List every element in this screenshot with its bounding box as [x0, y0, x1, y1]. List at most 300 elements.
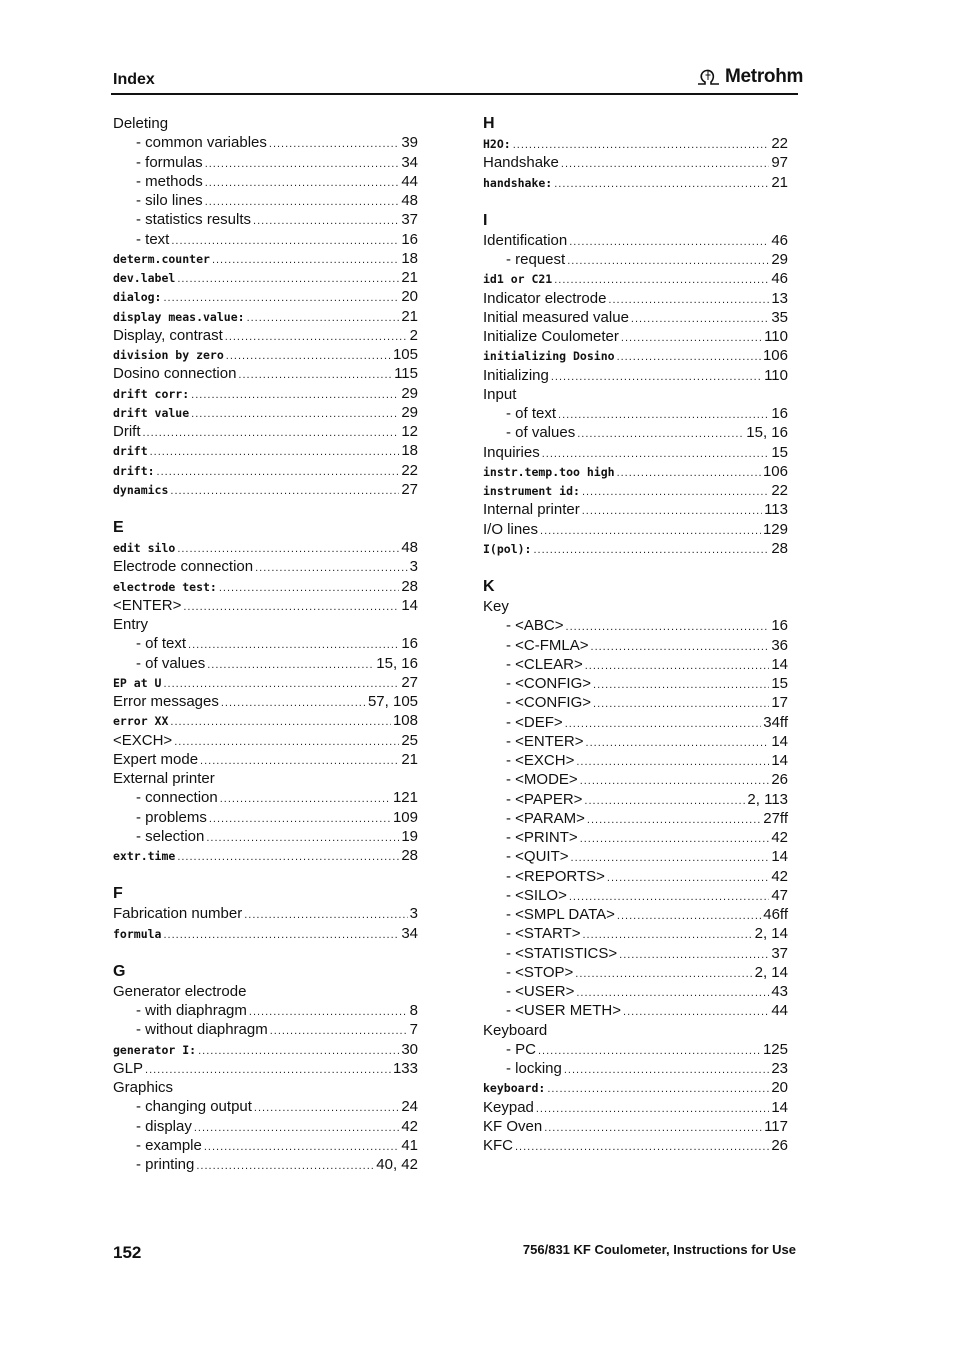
entry-page: 44: [401, 172, 418, 190]
entry-term: instrument id:: [483, 484, 580, 498]
entry-page: 108: [392, 712, 418, 730]
entry-term: GLP: [113, 1059, 144, 1077]
entry-term: Handshake: [483, 154, 559, 172]
dot-leader: [204, 1138, 399, 1157]
index-entry: [483, 1021, 788, 1040]
index-entry: [113, 1078, 418, 1097]
dot-leader: [150, 443, 400, 462]
entry-page: 110: [764, 366, 788, 384]
entry-term: Expert mode: [113, 750, 199, 768]
index-entry: [483, 1098, 788, 1117]
index-entry: [483, 481, 788, 500]
entry-term: I/O lines: [483, 520, 539, 538]
entry-page: 117: [764, 1117, 788, 1135]
index-entry: [113, 673, 418, 692]
entry-page: 25: [401, 731, 418, 749]
entry-page: 47: [771, 886, 788, 904]
dot-leader: [205, 174, 400, 193]
entry-term: drift: [113, 444, 148, 459]
index-entry: [113, 172, 418, 191]
header-rule: [111, 93, 798, 95]
entry-term: - example: [136, 1136, 202, 1154]
entry-page: 16: [401, 230, 418, 248]
entry-term: edit silo: [113, 541, 176, 555]
entry-term: dialog:: [113, 290, 162, 305]
dot-leader: [591, 638, 770, 657]
dot-leader: [566, 618, 770, 637]
entry-term: - <CONFIG>: [506, 694, 592, 712]
dot-leader: [536, 1100, 769, 1119]
entry-term: - <C-FMLA>: [506, 636, 589, 654]
entry-term: KF Oven: [483, 1117, 543, 1135]
entry-page: 26: [771, 1137, 788, 1154]
entry-page: 21: [771, 173, 788, 191]
entry-term: - <PRINT>: [506, 829, 578, 846]
entry-term: Identification: [483, 231, 568, 249]
index-entry: [113, 808, 418, 827]
index-entry: [113, 1059, 418, 1078]
index-entry: [483, 404, 788, 423]
entry-term: - printing: [136, 1156, 195, 1173]
entry-term: EP at U: [113, 675, 162, 690]
entry-term: - <ENTER>: [506, 732, 584, 750]
page-number: 152: [113, 1243, 142, 1262]
entry-term: - <PAPER>: [506, 790, 583, 808]
entry-term: - methods: [136, 172, 203, 190]
entry-term: Indicator electrode: [483, 289, 607, 307]
index-entry: [113, 287, 418, 306]
entry-term: generator I:: [113, 1042, 197, 1057]
entry-page: 2, 14: [754, 963, 788, 981]
index-entry: [483, 1059, 788, 1078]
index-entry: [113, 326, 418, 345]
index-entry: [483, 924, 788, 943]
entry-term: dev.label: [113, 271, 176, 285]
dot-leader: [238, 366, 392, 385]
entry-term: handshake:: [483, 175, 553, 190]
entry-term: - <CONFIG>: [506, 675, 592, 692]
index-entry: [483, 153, 788, 172]
index-entry: [483, 616, 788, 635]
entry-term: - <SILO>: [506, 886, 567, 904]
entry-term: id1 or C21: [483, 272, 553, 287]
entry-page: 42: [771, 829, 788, 846]
entry-term: display meas.value:: [113, 309, 245, 324]
entry-term: Generator electrode: [113, 982, 247, 1000]
index-section: [483, 577, 788, 1155]
dot-leader: [171, 232, 399, 251]
index-entry: [113, 480, 418, 499]
dot-leader: [567, 252, 769, 271]
index-entry: [113, 307, 418, 326]
entry-page: 21: [401, 750, 418, 768]
entry-term: drift value: [113, 405, 190, 420]
entry-page: 129: [762, 520, 788, 538]
entry-term: Initial measured value: [483, 308, 629, 326]
index-entry: [483, 134, 788, 153]
dot-leader: [585, 657, 770, 676]
index-entry: [483, 1040, 788, 1059]
entry-term: Entry: [113, 616, 149, 633]
entry-term: - changing output: [136, 1098, 252, 1116]
index-column-right: [483, 114, 788, 1155]
dot-leader: [593, 695, 769, 714]
entry-term: Initialize Coulometer: [483, 328, 619, 345]
index-entry: [113, 654, 418, 673]
index-entry: [113, 577, 418, 596]
dot-leader: [607, 869, 769, 888]
entry-term: Graphics: [113, 1079, 174, 1096]
index-entry: [483, 732, 788, 751]
entry-page: 15, 16: [746, 424, 788, 442]
dot-leader: [254, 1099, 399, 1118]
index-entry: [113, 210, 418, 229]
entry-term: - <STOP>: [506, 963, 574, 981]
section-letter: K: [483, 578, 495, 595]
dot-leader: [580, 830, 770, 849]
index-entry: [113, 422, 418, 441]
index-entry: [113, 191, 418, 210]
dot-leader: [623, 1003, 769, 1022]
entry-page: 27: [401, 480, 418, 498]
dot-leader: [207, 656, 374, 675]
dot-leader: [569, 233, 769, 252]
dot-leader: [163, 289, 399, 308]
entry-term: Initializing: [483, 366, 549, 384]
index-entry: [113, 249, 418, 268]
dot-leader: [586, 734, 770, 753]
entry-page: 15: [771, 443, 788, 461]
index-entry: [113, 1040, 418, 1059]
index-entry: [113, 1117, 418, 1136]
entry-page: 40, 42: [376, 1156, 418, 1173]
index-entry: [113, 634, 418, 653]
section-letter: G: [113, 962, 126, 980]
index-entry: [113, 982, 418, 1001]
entry-term: - <CLEAR>: [506, 655, 583, 673]
entry-term: Dosino connection: [113, 365, 237, 383]
dot-leader: [621, 329, 762, 348]
index-entry: [113, 596, 418, 615]
entry-page: 37: [771, 944, 788, 962]
entry-term: - problems: [136, 808, 207, 826]
entry-term: I(pol):: [483, 541, 532, 556]
entry-page: 29: [401, 403, 418, 421]
entry-page: 26: [771, 771, 788, 789]
dot-leader: [617, 907, 761, 926]
entry-term: - of values: [136, 654, 206, 672]
entry-term: - with diaphragm: [136, 1002, 247, 1019]
entry-term: - display: [136, 1117, 192, 1135]
dot-leader: [253, 212, 399, 231]
index-section: [483, 211, 788, 558]
entry-page: 28: [771, 539, 788, 557]
index-entry: [483, 655, 788, 674]
index-entry: [113, 345, 418, 364]
entry-term: <ENTER>: [113, 596, 182, 614]
entry-page: 12: [401, 423, 418, 440]
dot-leader: [212, 251, 399, 270]
index-entry: [113, 1155, 418, 1174]
entry-term: - <STATISTICS>: [506, 944, 618, 962]
entry-term: Keyboard: [483, 1021, 548, 1039]
entry-page: 21: [401, 307, 418, 325]
dot-leader: [249, 1003, 408, 1022]
dot-leader: [163, 926, 399, 945]
entry-page: 36: [771, 636, 788, 654]
index-entry: [113, 1001, 418, 1020]
entry-term: Key: [483, 598, 509, 615]
dot-leader: [515, 1138, 769, 1157]
entry-term: extr.time: [113, 849, 176, 863]
index-entry: [483, 500, 788, 519]
entry-page: 28: [401, 847, 418, 864]
dot-leader: [564, 1061, 769, 1080]
dot-leader: [209, 810, 391, 829]
entry-term: - of values: [506, 424, 576, 442]
entry-term: error XX: [113, 714, 169, 729]
index-entry: [113, 1097, 418, 1116]
entry-page: 13: [771, 289, 788, 307]
entry-page: 34ff: [763, 713, 788, 731]
dot-leader: [631, 310, 769, 329]
entry-page: 43: [771, 983, 788, 1000]
entry-page: 30: [401, 1040, 418, 1058]
section-letter: H: [483, 115, 495, 132]
entry-term: - request: [506, 251, 566, 268]
entry-page: 109: [392, 808, 418, 826]
entry-page: 15, 16: [376, 654, 418, 672]
index-entry: [113, 384, 418, 403]
index-entry: [113, 924, 418, 943]
section-letter: E: [113, 519, 124, 536]
index-entry: [483, 520, 788, 539]
entry-page: 44: [771, 1002, 788, 1020]
entry-page: 18: [401, 442, 418, 460]
entry-page: 113: [764, 501, 788, 519]
entry-term: - silo lines: [136, 192, 203, 209]
index-entry: [113, 557, 418, 576]
entry-term: Fabrication number: [113, 905, 243, 923]
entry-page: 14: [771, 848, 788, 866]
document-title: 756/831 KF Coulometer, Instructions for Use: [522, 1242, 796, 1257]
entry-page: 39: [401, 134, 418, 152]
entry-term: Drift: [113, 423, 141, 440]
dot-leader: [145, 1061, 391, 1080]
dot-leader: [593, 676, 769, 695]
entry-term: keyboard:: [483, 1081, 546, 1096]
entry-term: - PC: [506, 1040, 536, 1058]
entry-page: 2, 113: [747, 790, 788, 808]
index-entry: [483, 963, 788, 982]
entry-term: - <DEF>: [506, 713, 563, 731]
index-entry: [113, 461, 418, 480]
dot-leader: [576, 753, 769, 772]
dot-leader: [584, 792, 745, 811]
index-entry: [483, 1001, 788, 1020]
dot-leader: [174, 733, 399, 752]
index-entry: [483, 790, 788, 809]
index-entry: [483, 636, 788, 655]
index-entry: [483, 250, 788, 269]
entry-page: 7: [409, 1021, 418, 1039]
dot-leader: [221, 694, 366, 713]
dot-leader: [183, 598, 399, 617]
dot-leader: [538, 1042, 761, 1061]
entry-page: 46: [771, 231, 788, 249]
index-entry: [483, 289, 788, 308]
entry-page: 15: [771, 675, 788, 692]
entry-page: 27: [401, 673, 418, 691]
dot-leader: [547, 1080, 769, 1099]
entry-page: 22: [771, 135, 788, 152]
index-entry: [483, 847, 788, 866]
index-section: [113, 114, 418, 499]
index-entry: [113, 441, 418, 460]
index-entry: [483, 539, 788, 558]
section-letter: F: [113, 885, 123, 903]
entry-term: instr.temp.too high: [483, 464, 615, 479]
dot-leader: [177, 848, 399, 867]
entry-page: 133: [392, 1059, 418, 1077]
entry-term: - <MODE>: [506, 771, 578, 789]
index-entry: [113, 114, 418, 133]
index-entry: [483, 462, 788, 481]
index-entry: [483, 1136, 788, 1155]
entry-page: 2, 14: [754, 925, 788, 943]
dot-leader: [219, 579, 399, 598]
entry-page: 23: [771, 1060, 788, 1077]
dot-leader: [170, 713, 391, 732]
index-entry: [483, 231, 788, 250]
entry-term: - common variables: [136, 134, 267, 152]
entry-term: Deleting: [113, 115, 169, 132]
entry-term: initializing Dosino: [483, 349, 615, 364]
index-section: [113, 884, 418, 943]
entry-term: - <EXCH>: [506, 752, 575, 769]
brand-name: Metrohm: [725, 66, 804, 87]
entry-page: 14: [771, 752, 788, 769]
index-entry: [483, 597, 788, 616]
entry-page: 37: [401, 211, 418, 229]
index-entry: [113, 133, 418, 152]
entry-page: 41: [401, 1136, 418, 1154]
index-entry: [483, 173, 788, 192]
dot-leader: [247, 309, 400, 328]
dot-leader: [194, 1119, 399, 1138]
entry-term: Inquiries: [483, 443, 540, 461]
dot-leader: [544, 1119, 762, 1138]
dot-leader: [269, 135, 399, 154]
index-entry: [483, 886, 788, 905]
index-column-left: [113, 114, 418, 1174]
dot-leader: [143, 424, 400, 443]
index-entry: [483, 366, 788, 385]
dot-leader: [565, 715, 762, 734]
entry-term: - <REPORTS>: [506, 867, 605, 885]
index-entry: [483, 751, 788, 770]
dot-leader: [582, 502, 762, 521]
entry-term: - connection: [136, 789, 218, 807]
entry-term: division by zero: [113, 348, 224, 362]
entry-page: 16: [401, 635, 418, 653]
entry-term: - locking: [506, 1060, 562, 1077]
entry-page: 8: [409, 1002, 418, 1019]
dot-leader: [558, 406, 769, 425]
entry-page: 3: [409, 558, 418, 576]
index-entry: [113, 692, 418, 711]
entry-page: 97: [771, 154, 788, 172]
entry-term: drift corr:: [113, 386, 190, 401]
dot-leader: [205, 155, 400, 174]
entry-page: 115: [394, 365, 418, 383]
entry-page: 27ff: [763, 809, 788, 827]
dot-leader: [533, 541, 769, 560]
entry-term: Error messages: [113, 693, 219, 710]
section-letter: I: [483, 211, 488, 229]
entry-page: 48: [401, 192, 418, 209]
index-section: [113, 518, 418, 865]
dot-leader: [617, 348, 761, 367]
entry-term: Display, contrast: [113, 326, 223, 344]
entry-page: 110: [764, 328, 788, 345]
entry-page: 20: [771, 1079, 788, 1097]
dot-leader: [226, 347, 391, 366]
dot-leader: [608, 291, 769, 310]
entry-page: 21: [401, 269, 418, 286]
index-entry: [483, 674, 788, 693]
entry-page: 19: [401, 827, 418, 845]
entry-term: - formulas: [136, 153, 203, 171]
index-entry: [113, 538, 418, 557]
entry-term: KFC: [483, 1137, 513, 1154]
dot-leader: [617, 464, 761, 483]
entry-term: dynamics: [113, 482, 169, 497]
entry-page: 28: [401, 577, 418, 595]
index-entry: [113, 788, 418, 807]
index-entry: [483, 693, 788, 712]
entry-term: - without diaphragm: [136, 1021, 268, 1039]
entry-page: 14: [771, 732, 788, 750]
entry-page: 57, 105: [367, 693, 418, 710]
index-entry: [113, 769, 418, 788]
index-entry: [483, 308, 788, 327]
index-entry: [113, 1020, 418, 1039]
entry-page: 106: [762, 347, 788, 365]
index-entry: [113, 750, 418, 769]
dot-leader: [580, 772, 770, 791]
index-entry: [483, 423, 788, 442]
entry-page: 48: [401, 539, 418, 556]
entry-page: 29: [401, 384, 418, 402]
index-entry: [483, 385, 788, 404]
entry-term: - <START>: [506, 925, 581, 943]
entry-term: formula: [113, 926, 162, 941]
entry-page: 14: [771, 1098, 788, 1116]
entry-page: 35: [771, 308, 788, 326]
index-entry: [483, 770, 788, 789]
dot-leader: [255, 559, 408, 578]
index-entry: [483, 982, 788, 1001]
dot-leader: [244, 906, 407, 925]
entry-term: electrode test:: [113, 579, 217, 594]
dot-leader: [177, 270, 399, 289]
dot-leader: [582, 483, 769, 502]
index-entry: [483, 269, 788, 288]
index-entry: [113, 268, 418, 287]
dot-leader: [170, 482, 399, 501]
dot-leader: [561, 155, 769, 174]
